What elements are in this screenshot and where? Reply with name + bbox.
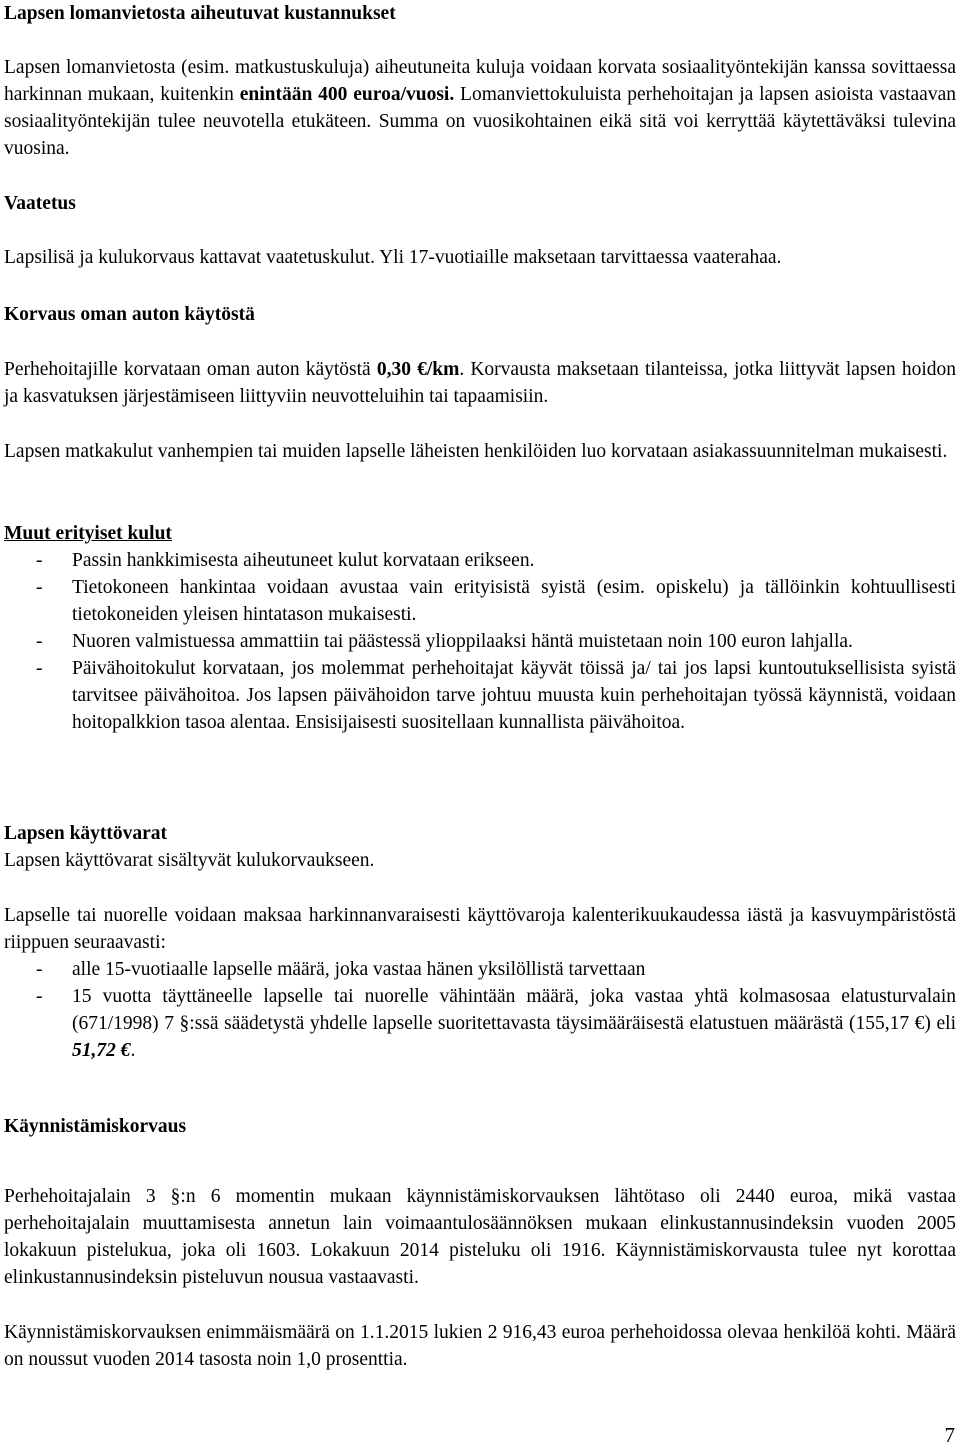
dash-bullet: - (36, 550, 43, 571)
section-kayttovarat (4, 820, 956, 1064)
list-item-text: Nuoren valmistuessa ammattiin tai päästessä ylioppilaaksi häntä muistetaan noin 100 euron lahjalla. (72, 631, 853, 652)
text-run: Lomanviettokuluista perhehoitajan ja lapsen asioista vastaavan sosiaalityöntekijän tulee neuvotella etukäteen. Summa on vuosikohtainen eikä sitä voi kerryttää käytettäväksi tulevina vuosina. (4, 84, 956, 159)
list-item-text: Tietokoneen hankintaa voidaan avustaa vain erityisistä syistä (esim. opiskelu) ja tällöinkin kohtuullisesti tietokoneiden yleisen hintatason mukaisesti. (72, 577, 956, 625)
section-kaynnistys (4, 1113, 956, 1373)
dash-bullet: - (36, 986, 43, 1007)
text-run: Lapsen lomanvietosta (esim. matkustuskuluja) aiheutuneita kuluja voidaan korvata sosiaalityöntekijän kanssa sovittaessa harkinnan mukaan, kuitenkin (4, 57, 956, 105)
dash-bullet: - (36, 658, 43, 679)
paragraph-kayttovarat-1: Lapsen käyttövarat sisältyvät kulukorvaukseen. (4, 850, 375, 871)
list-item (4, 655, 956, 736)
dash-bullet: - (36, 631, 43, 652)
heading-auto: Korvaus oman auton käytöstä (4, 304, 255, 325)
dash-bullet: - (36, 959, 43, 980)
text-run: 15 vuotta täyttäneelle lapselle tai nuorelle vähintään määrä, joka vastaa yhtä kolmasosaa elatusturvalain (671/1998) 7 §:ssä säädetystä yhdelle lapselle suoritettavasta täysimääräisestä elatustuen määrästä (155,17 €) eli (72, 986, 956, 1034)
list-item-text: Päivähoitokulut korvataan, jos molemmat perhehoitajat käyvät töissä ja/ tai jos lapsi kuntoutuksellisista syistä tarvitsee päivähoitoa. Jos lapsen päivähoidon tarve johtuu muusta kuin perhehoitajan työssä käynnistä, voidaan hoitopalkkion tasoa alentaa. Ensisijaisesti suositellaan kunnallista päivähoitoa. (72, 658, 956, 733)
list-kayttovarat (4, 956, 956, 1064)
paragraph-kaynnistys-1: Perhehoitajalain 3 §:n 6 momentin mukaan käynnistämiskorvauksen lähtötaso oli 2440 euroa, mikä vastaa perhehoitajalain muuttamisesta annetun lain voimaantulosäännöksen mukaan elinkustannusindeksin vuoden 2005 lokakuun pistelukua, joka oli 1603. Lokakuun 2014 pisteluku oli 1916. Käynnistämiskorvausta tulee nyt korottaa elinkustannusindeksin pisteluvun nousua vastaavasti. (4, 1186, 956, 1288)
list-item (4, 547, 956, 574)
paragraph-lomanvietosta (4, 54, 956, 162)
text-run: . Korvausta maksetaan tilanteissa, jotka liittyvät lapsen hoidon ja kasvatuksen järjestämiseen liittyviin neuvotteluihin tai tapaamisiin. (4, 359, 956, 407)
heading-vaatetus: Vaatetus (4, 193, 76, 214)
heading-lomanvietosta: Lapsen lomanvietosta aiheutuvat kustannukset (4, 3, 396, 24)
bold-rate: 0,30 €/km (376, 359, 460, 380)
heading-muut: Muut erityiset kulut (4, 523, 172, 544)
list-item (4, 628, 956, 655)
text-run: . (130, 1040, 136, 1061)
section-lomanvietosta (4, 0, 956, 162)
dash-bullet: - (36, 577, 43, 598)
paragraph-vaatetus: Lapsilisä ja kulukorvaus kattavat vaatetuskulut. Yli 17-vuotiaille maksetaan tarvittaessa vaaterahaa. (4, 247, 782, 268)
paragraph-kayttovarat-2: Lapselle tai nuorelle voidaan maksaa harkinnanvaraisesti käyttövaroja kalenterikuukaudessa iästä ja kasvuympäristöstä riippuen seuraavasti: (4, 905, 956, 953)
paragraph-kaynnistys-2: Käynnistämiskorvauksen enimmäismäärä on 1.1.2015 lukien 2 916,43 euroa perhehoidossa olevaa henkilöä kohti. Määrä on noussut vuoden 2014 tasosta noin 1,0 prosenttia. (4, 1322, 956, 1370)
heading-kaynnistys: Käynnistämiskorvaus (4, 1116, 187, 1137)
heading-kayttovarat: Lapsen käyttövarat (4, 823, 168, 844)
bold-amount: enintään 400 euroa/vuosi. (239, 84, 455, 105)
paragraph-auto-2: Lapsen matkakulut vanhempien tai muiden lapselle läheisten henkilöiden luo korvataan asiakassuunnitelman mukaisesti. (4, 441, 948, 462)
list-item (4, 574, 956, 628)
page-number: 7 (944, 1423, 955, 1447)
section-auto (4, 301, 956, 465)
bold-amount: 51,72 € (72, 1040, 131, 1061)
list-muut (4, 547, 956, 736)
section-vaatetus (4, 190, 956, 271)
list-item-text: alle 15-vuotiaalle lapselle määrä, joka vastaa hänen yksilöllistä tarvettaan (72, 959, 646, 980)
list-item (4, 983, 956, 1064)
text-run: Perhehoitajille korvataan oman auton käytöstä (4, 359, 377, 380)
paragraph-auto-1 (4, 356, 956, 410)
list-item (4, 956, 956, 983)
section-muut (4, 520, 956, 736)
list-item-text: Passin hankkimisesta aiheutuneet kulut korvataan erikseen. (72, 550, 535, 571)
